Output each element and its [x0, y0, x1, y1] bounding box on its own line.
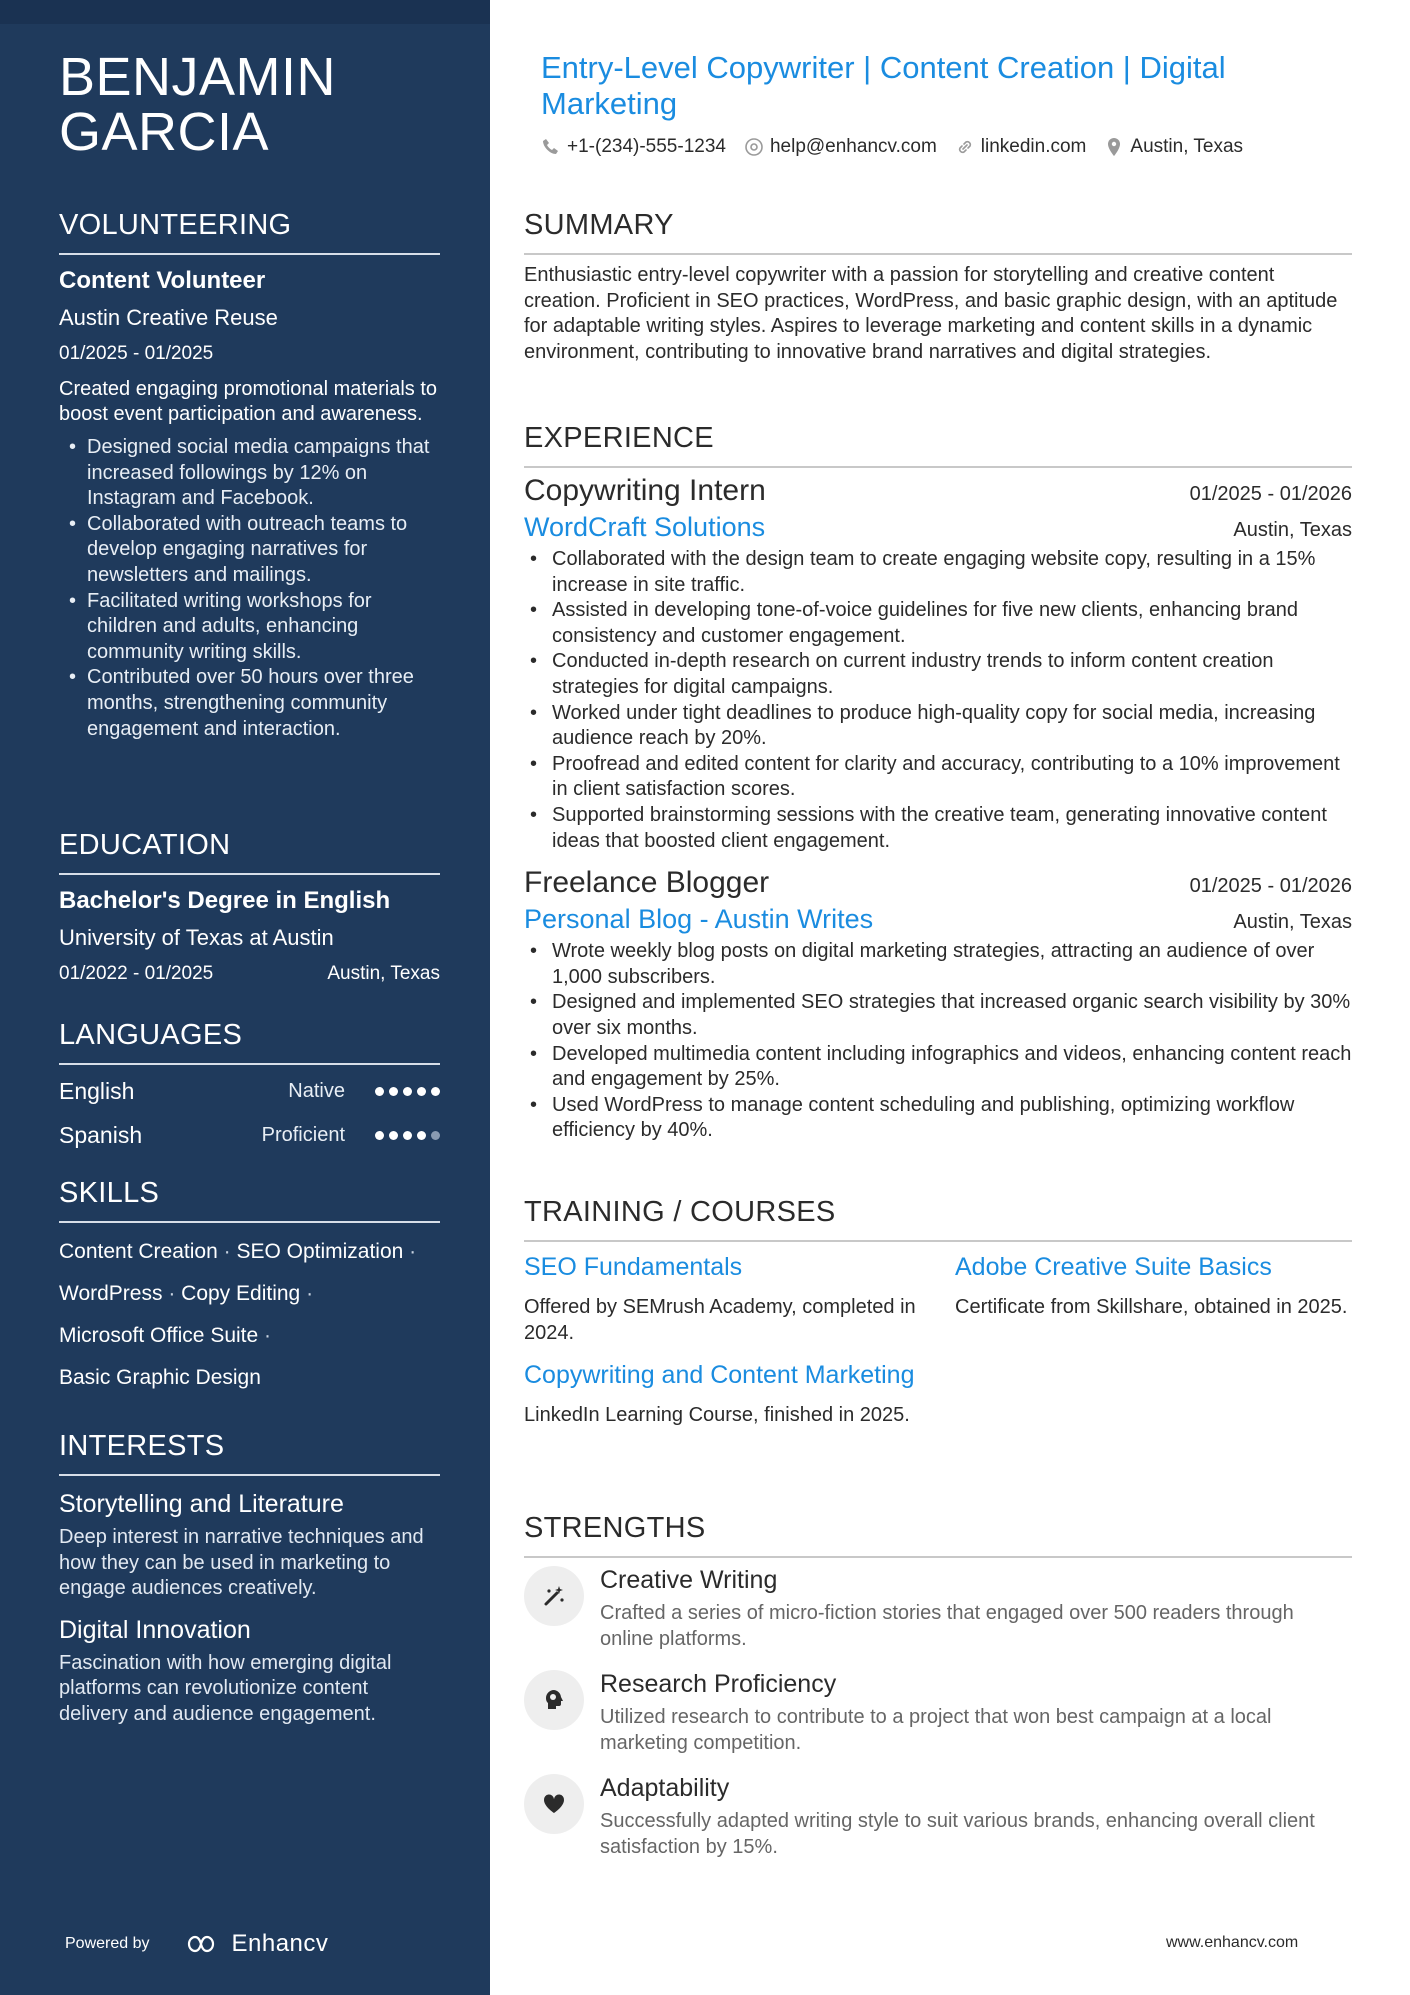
strengths-section: [524, 1510, 1352, 1558]
linkedin-text: linkedin.com: [980, 136, 1087, 157]
job-dates: 01/2025 - 01/2026: [1189, 483, 1352, 505]
job-company: Personal Blog - Austin Writes: [524, 904, 874, 935]
list-item: • Contributed over 50 hours over three months, strengthening community engagement and interaction.: [69, 665, 440, 742]
course-item: [524, 1252, 924, 1346]
phone-icon: [541, 137, 561, 157]
skills-list: [59, 1231, 440, 1399]
skill-row: [59, 1357, 440, 1399]
rating-dot: [417, 1087, 426, 1096]
course-text: LinkedIn Learning Course, finished in 2025.: [524, 1404, 910, 1426]
job-title: Freelance Blogger: [524, 866, 770, 900]
rating-dot: [417, 1131, 426, 1140]
skill-item: WordPress: [59, 1282, 163, 1305]
job-location: Austin, Texas: [1233, 519, 1352, 541]
list-item: • Designed and implemented SEO strategies that increased organic search visibility by 30% over six months.: [528, 990, 1352, 1041]
job-header: [524, 866, 1352, 900]
course-title: Copywriting and Content Marketing: [524, 1361, 915, 1389]
rating-dot-empty: [431, 1131, 440, 1140]
interest-text: Deep interest in narrative techniques and how they can be used in marketing to engage audiences creatively.: [59, 1526, 424, 1600]
skill-separator: ·: [403, 1240, 417, 1263]
strength-text: Crafted a series of micro-fiction stories that engaged over 500 readers through online platforms.: [600, 1602, 1294, 1650]
rating-dot: [375, 1087, 384, 1096]
language-level: Proficient: [261, 1123, 345, 1146]
volunteer-dates: 01/2025 - 01/2025: [59, 343, 214, 364]
list-item: • Conducted in-depth research on current industry trends to inform content creation strategies for digital campaigns.: [528, 649, 1352, 700]
strength-text: Utilized research to contribute to a project that won best campaign at a local marketing competition.: [600, 1706, 1272, 1754]
list-item: • Collaborated with outreach teams to develop engaging narratives for newsletters and mailings.: [69, 512, 440, 589]
location-pin-icon: [1104, 137, 1124, 157]
link-icon: [955, 137, 975, 157]
rating-dot: [389, 1131, 398, 1140]
list-item: • Developed multimedia content including infographics and videos, enhancing content reach and engagement by 25%.: [528, 1042, 1352, 1093]
interests-section: [59, 1428, 440, 1728]
volunteering-title: VOLUNTEERING: [59, 207, 440, 255]
list-item: • Assisted in developing tone-of-voice guidelines for five new clients, enhancing brand consistency and customer engagement.: [528, 598, 1352, 649]
skill-row: [59, 1273, 440, 1315]
skill-item: Content Creation: [59, 1240, 218, 1263]
contact-linkedin[interactable]: [955, 136, 1087, 158]
language-name: Spanish: [59, 1121, 143, 1148]
skill-item: Copy Editing: [181, 1282, 301, 1305]
list-item: • Used WordPress to manage content scheduling and publishing, optimizing workflow efficiency by 40%.: [528, 1093, 1352, 1144]
skill-separator: ·: [217, 1240, 237, 1263]
skills-section: [59, 1175, 440, 1399]
skill-item: SEO Optimization: [236, 1240, 404, 1263]
sidebar-top-strip: [0, 0, 490, 24]
summary-text: Enthusiastic entry-level copywriter with a passion for storytelling and creative content creation. Proficient in SEO practices, WordPress, and basic graphic design, with an aptitude for adaptable writing styles. Aspires to leverage marketing and content skills in a dynamic environment, contributing to innovative brand narratives and digital strategies.: [524, 264, 1338, 363]
skill-separator: ·: [162, 1282, 182, 1305]
candidate-name: [59, 47, 459, 162]
brand-name: Enhancv: [231, 1930, 329, 1957]
rating-dot: [431, 1087, 440, 1096]
education-title: EDUCATION: [59, 827, 440, 875]
education-location: Austin, Texas: [327, 963, 440, 984]
experience-title: EXPERIENCE: [524, 420, 1352, 468]
strength-item: [524, 1566, 1352, 1652]
job-company: WordCraft Solutions: [524, 512, 766, 542]
course-text: Certificate from Skillshare, obtained in 2025.: [955, 1296, 1348, 1318]
website-link[interactable]: www.enhancv.com: [1166, 1934, 1299, 1951]
language-row: [59, 1113, 440, 1157]
contact-bar: [541, 136, 1243, 158]
volunteer-bullets: [69, 435, 440, 742]
skill-row: [59, 1231, 440, 1273]
training-section: [524, 1194, 1352, 1242]
education-degree: Bachelor's Degree in English: [59, 887, 391, 914]
skill-separator: ·: [258, 1324, 272, 1347]
training-title: TRAINING / COURSES: [524, 1194, 1352, 1242]
course-item: [955, 1252, 1352, 1320]
education-dates: 01/2022 - 01/2025: [59, 963, 214, 984]
brand-logo[interactable]: [178, 1930, 329, 1958]
phone-text: +1-(234)-555-1234: [567, 136, 726, 157]
course-title: Adobe Creative Suite Basics: [955, 1253, 1272, 1281]
rating-dot: [389, 1087, 398, 1096]
strength-item: [524, 1670, 1352, 1756]
list-item: • Supported brainstorming sessions with the creative team, generating innovative content ideas that boosted client engagement.: [528, 803, 1352, 854]
job-subheader: [524, 904, 1352, 935]
skill-item: Microsoft Office Suite: [59, 1324, 259, 1347]
rating-dot: [403, 1087, 412, 1096]
name-first: BENJAMIN: [59, 47, 337, 107]
summary-section: [524, 207, 1352, 365]
volunteer-role: Content Volunteer: [59, 267, 266, 294]
contact-location: [1104, 136, 1243, 158]
language-rating: [375, 1131, 440, 1140]
experience-section: [524, 420, 1352, 1144]
language-row: [59, 1069, 440, 1113]
list-item: • Collaborated with the design team to create engaging website copy, resulting in a 15% increase in site traffic.: [528, 547, 1352, 598]
job-title: Copywriting Intern: [524, 474, 766, 507]
volunteering-section: [59, 207, 440, 742]
job-subheader: [524, 512, 1352, 543]
skills-title: SKILLS: [59, 1175, 440, 1223]
location-text: Austin, Texas: [1130, 136, 1244, 157]
list-item: • Facilitated writing workshops for children and adults, enhancing community writing skills.: [69, 589, 440, 666]
interest-title: Digital Innovation: [59, 1615, 251, 1644]
course-title: SEO Fundamentals: [524, 1253, 743, 1281]
sidebar: [0, 0, 490, 1995]
skill-row: [59, 1315, 440, 1357]
infinity-logo-icon: [178, 1932, 222, 1956]
strength-icon-wrap: [524, 1670, 584, 1730]
list-item: • Designed social media campaigns that increased followings by 12% on Instagram and Facebook.: [69, 435, 440, 512]
at-sign-icon: [744, 137, 764, 157]
rating-dot: [375, 1131, 384, 1140]
strengths-title: STRENGTHS: [524, 1510, 1352, 1558]
list-item: • Worked under tight deadlines to produce high-quality copy for social media, increasing audience reach by 20%.: [528, 701, 1352, 752]
strength-body: [600, 1774, 1352, 1860]
strength-body: [600, 1670, 1352, 1756]
email-text: help@enhancv.com: [769, 136, 937, 157]
job-header: [524, 474, 1352, 508]
headline: Entry-Level Copywriter | Content Creation | Digital Marketing: [541, 50, 1226, 121]
course-item: [524, 1360, 924, 1428]
powered-by-label: Powered by: [65, 1935, 150, 1952]
strength-title: Adaptability: [600, 1774, 730, 1802]
rating-dot: [403, 1131, 412, 1140]
interests-title: INTERESTS: [59, 1428, 440, 1476]
job-bullets: [528, 547, 1352, 854]
job-bullets: [528, 939, 1352, 1144]
volunteer-org: Austin Creative Reuse: [59, 305, 278, 330]
strength-icon-wrap: [524, 1566, 584, 1626]
interest-text: Fascination with how emerging digital platforms can revolutionize content delivery and audience engagement.: [59, 1651, 392, 1725]
volunteer-summary: Created engaging promotional materials to boost event participation and awareness.: [59, 378, 437, 425]
strength-title: Creative Writing: [600, 1566, 778, 1594]
skill-item: Basic Graphic Design: [59, 1366, 261, 1389]
strength-body: [600, 1566, 1352, 1652]
language-name: English: [59, 1077, 135, 1104]
interest-title: Storytelling and Literature: [59, 1490, 344, 1518]
name-last: GARCIA: [59, 102, 270, 162]
education-section: [59, 827, 440, 985]
list-item: • Wrote weekly blog posts on digital marketing strategies, attracting an audience of over 1,000 subscribers.: [528, 939, 1352, 990]
strength-icon-wrap: [524, 1774, 584, 1834]
strength-item: [524, 1774, 1352, 1860]
contact-email[interactable]: [744, 136, 937, 158]
job-entry: [524, 866, 1352, 1144]
languages-section: [59, 1017, 440, 1157]
education-school: University of Texas at Austin: [59, 925, 334, 950]
education-meta: [59, 963, 440, 985]
brain-head-icon: [541, 1687, 567, 1713]
strength-text: Successfully adapted writing style to suit various brands, enhancing overall client satisfaction by 15%.: [600, 1810, 1315, 1858]
list-item: • Proofread and edited content for clarity and accuracy, contributing to a 10% improvement in client satisfaction scores.: [528, 752, 1352, 803]
skill-separator: ·: [300, 1282, 314, 1305]
languages-title: LANGUAGES: [59, 1017, 440, 1065]
summary-title: SUMMARY: [524, 207, 1352, 255]
language-rating: [375, 1087, 440, 1096]
language-level: Native: [288, 1079, 345, 1102]
job-dates: 01/2025 - 01/2026: [1189, 875, 1352, 898]
strength-title: Research Proficiency: [600, 1670, 837, 1698]
job-entry: [524, 474, 1352, 854]
job-location: Austin, Texas: [1233, 911, 1352, 934]
powered-by: [65, 1930, 328, 1958]
contact-phone[interactable]: [541, 136, 726, 158]
magic-wand-icon: [541, 1583, 567, 1609]
course-text: Offered by SEMrush Academy, completed in 2024.: [524, 1296, 916, 1344]
heart-icon: [541, 1791, 567, 1817]
